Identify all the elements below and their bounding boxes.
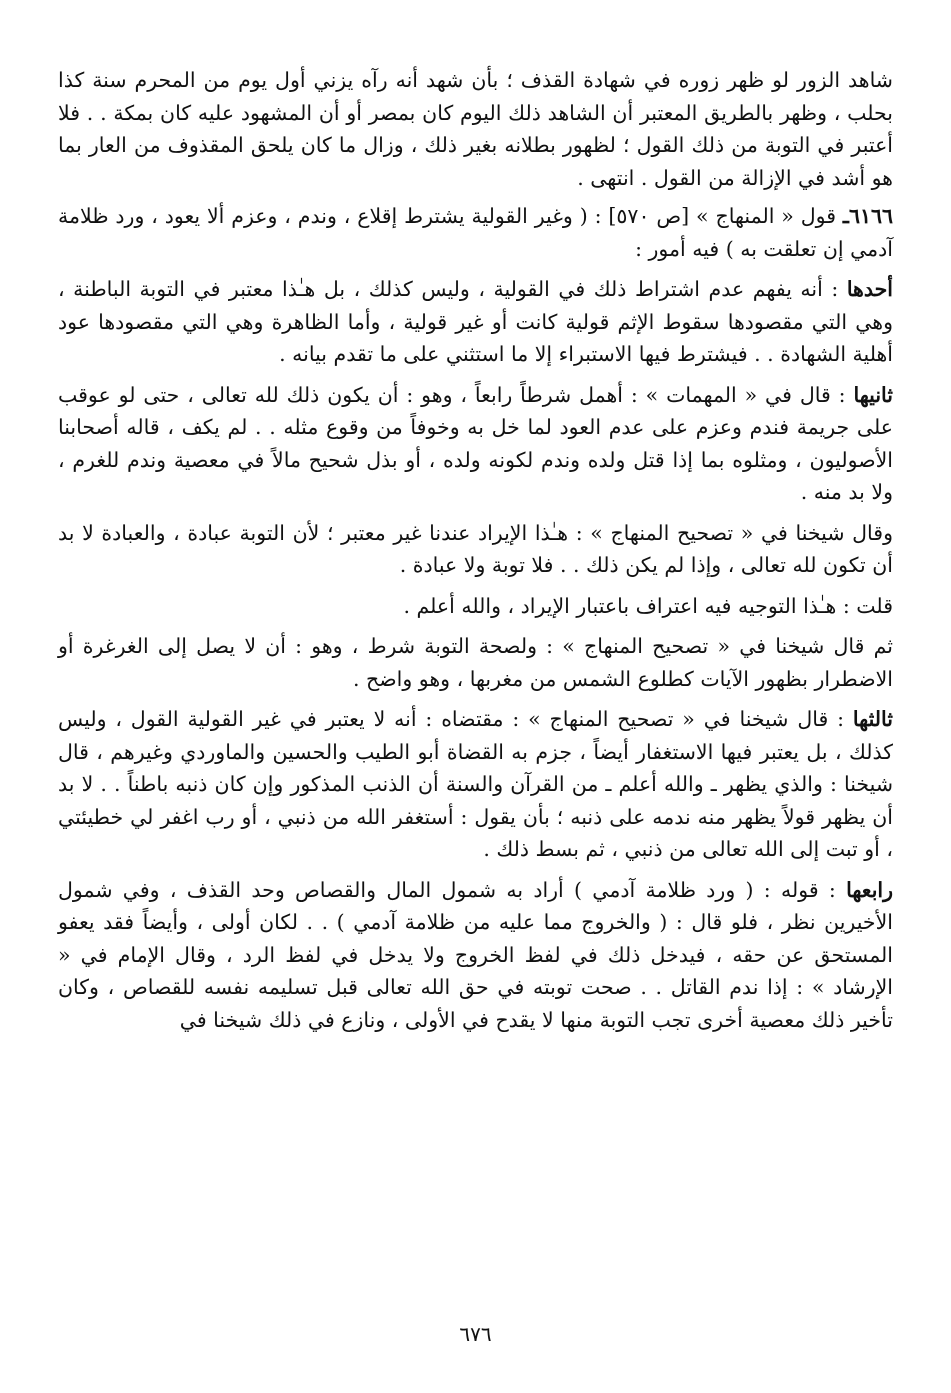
paragraph-text: قلت : هـٰذا التوجيه فيه اعتراف باعتبار الإيراد ، والله أعلم . bbox=[403, 593, 893, 618]
paragraph-author-note bbox=[58, 590, 893, 623]
entry-number: ٦١٦٦ـ bbox=[842, 204, 893, 228]
paragraph-continuation bbox=[58, 64, 893, 194]
paragraph-text: قول « المنهاج » [ص ٥٧٠] : ( وغير القولية يشترط إقلاع ، وندم ، وعزم ألا يعود ، ورد ظلامة آدمي إن تعلقت به ) فيه أمور : bbox=[58, 204, 893, 261]
paragraph-text: : قال شيخنا في « تصحيح المنهاج » : مقتضاه : أنه لا يعتبر في غير القولية القول ، وليس كذلك ، بل يعتبر فيها الاستغفار أيضاً ، جزم به القضاة أبو الطيب والحسين والماوردي وغيرهم ، قال شيخنا : والذي يظهر ـ والله أعلم ـ من القرآن والسنة أن الذنب المذكور وإن كان ذنبه باطناً . . لا بد أن يظهر قولاً يظهر منه ندمه على ذنبه ؛ بأن يقول : أستغفر الله من ذنبي ، أو رب اغفر لي خطيئتي ، أو تبت إلى الله تعالى من ذنبي ، ثم بسط ذلك . bbox=[58, 707, 893, 861]
point-heading: ثالثها bbox=[852, 707, 893, 731]
paragraph-entry-6166 bbox=[58, 200, 893, 265]
paragraph-extra-condition bbox=[58, 630, 893, 695]
paragraph-text: : أنه يفهم عدم اشتراط ذلك في القولية ، وليس كذلك ، بل هـٰذا معتبر في التوبة الباطنة ، وهي التي مقصودها سقوط الإثم قولية كانت أو غير قولية ، وأما الظاهرة وهي التي مقصودها عود أهلية الشهادة . . فيشترط فيها الاستبراء إلا ما استثني على ما تقدم بيانه . bbox=[58, 277, 893, 366]
point-heading: أحدها bbox=[846, 277, 893, 301]
paragraph-first-point bbox=[58, 273, 893, 371]
paragraph-text: : قال في « المهمات » : أهمل شرطاً رابعاً ، وهو : أن يكون ذلك لله تعالى ، حتى لو عوقب على جريمة فندم وعزم على عدم العود لما خل به وخوفاً من وقوع مثله . . لم يكف ، قاله أصحابنا الأصوليون ، ومثلوه بما إذا قتل ولده وندم لكونه ولده ، أو بذل شحيح مالاً في معصية وندم للغرم ، ولا بد منه . bbox=[58, 382, 893, 504]
paragraph-text: وقال شيخنا في « تصحيح المنهاج » : هـٰذا الإيراد عندنا غير معتبر ؛ لأن التوبة عبادة ، والعبادة لا بد أن تكون لله تعالى ، وإذا لم يكن ذلك . . فلا توبة ولا عبادة . bbox=[58, 520, 893, 577]
page-number: ٦٧٦ bbox=[459, 1322, 492, 1346]
body-text bbox=[58, 64, 893, 1036]
paragraph-text: ثم قال شيخنا في « تصحيح المنهاج » : ولصحة التوبة شرط ، وهو : أن لا يصل إلى الغرغرة أو الاضطرار بظهور الآيات كطلوع الشمس من مغربها ، وهو واضح . bbox=[58, 634, 893, 691]
point-heading: رابعها bbox=[846, 877, 893, 902]
paragraph-shaykh-reply bbox=[58, 517, 893, 582]
paragraph-text: شاهد الزور لو ظهر زوره في شهادة القذف ؛ بأن شهد أنه رآه يزني أول يوم من المحرم سنة كذا بحلب ، وظهر بالطريق المعتبر أن الشاهد ذلك اليوم كان بمصر أو أن المشهود عليه كان بمكة . . فلا أعتبر في التوبة من ذلك القول ؛ لظهور بطلانه بغير ذلك ، وزال ما كان يلحق المقذوف من العار بما هو أشد في الإزالة من القول . انتهى . bbox=[58, 68, 893, 190]
paragraph-text: : قوله : ( ورد ظلامة آدمي ) أراد به شمول المال والقصاص وحد القذف ، وفي شمول الأخيرين نظر ، فلو قال : ( والخروج مما عليه من ظلامة آدمي ) . . لكان أولى ، وأيضاً فقد يعفو المستحق عن حقه ، فيدخل ذلك في لفظ الخروج ولا يدخل في لفظ الرد ، وقال الإمام في « الإرشاد » : إذا ندم القاتل . . صحت توبته في حق الله تعالى قبل تسليمه نفسه للقصاص ، وكان تأخير ذلك معصية أخرى تجب التوبة منها لا يقدح في الأولى ، ونازع في ذلك شيخنا في bbox=[58, 877, 893, 1032]
paragraph-third-point bbox=[58, 703, 893, 866]
paragraph-second-point bbox=[58, 379, 893, 509]
point-heading: ثانيها bbox=[853, 382, 893, 407]
paragraph-fourth-point bbox=[58, 874, 893, 1037]
